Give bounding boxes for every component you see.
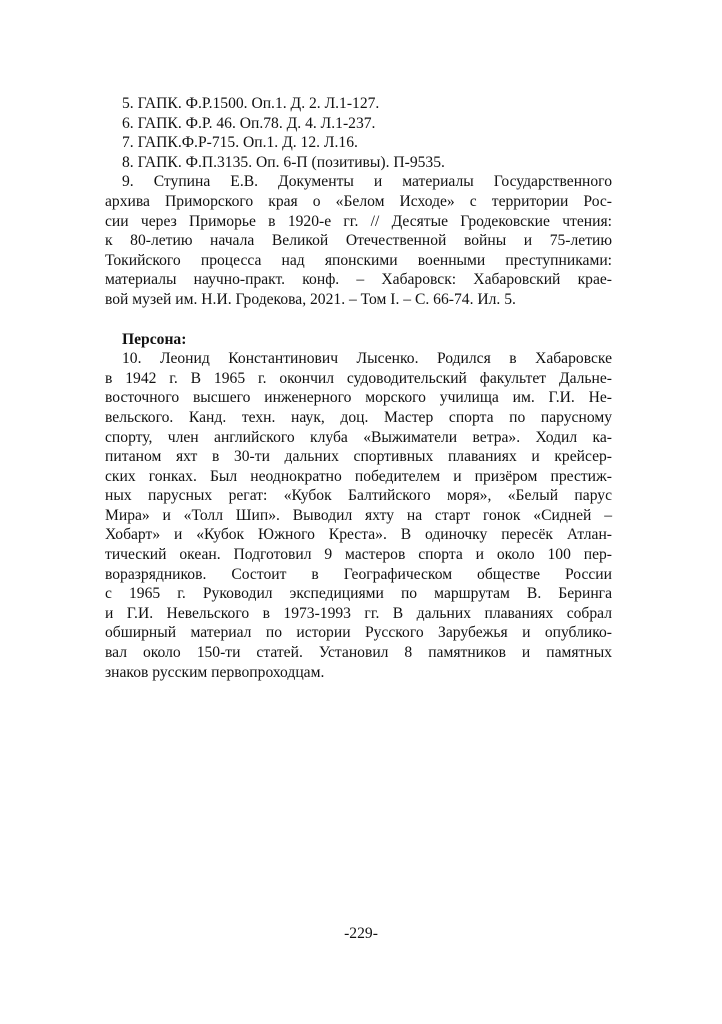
persona-line: ских гонках. Был неоднократно победителем и призёром престиж- — [105, 467, 612, 485]
reference-9-line: архива Приморского края о «Белом Исходе» с территории Рос- — [105, 192, 612, 210]
persona-section — [105, 330, 612, 683]
reference-9-line: к 80-летию начала Великой Отечественной войны и 75-летию — [105, 232, 612, 250]
persona-line: 10. Леонид Константинович Лысенко. Родился в Хабаровске — [122, 350, 612, 368]
reference-9-line: Токийского процесса над японскими военными преступниками: — [105, 251, 612, 269]
section-heading: Персона: — [122, 330, 187, 348]
reference-item-7: 7. ГАПК.Ф.Р-715. Оп.1. Д. 12. Л.16. — [122, 134, 358, 152]
reference-item-8: 8. ГАПК. Ф.П.3135. Оп. 6-П (позитивы). П-9535. — [122, 153, 445, 171]
persona-line: с 1965 г. Руководил экспедициями по маршрутам В. Беринга — [105, 585, 612, 603]
persona-line: вал около 150-ти статей. Установил 8 памятников и памятных — [105, 644, 612, 662]
persona-line: обширный материал по истории Русского Зарубежья и опублико- — [105, 624, 612, 642]
persona-line: в 1942 г. В 1965 г. окончил судоводительский факультет Дальне- — [105, 369, 612, 387]
persona-line: Хобарт» и «Кубок Южного Креста». В одиночку пересёк Атлан- — [105, 526, 612, 544]
persona-line: вельского. Канд. техн. наук, доц. Мастер спорта по парусному — [105, 408, 612, 426]
reference-item-9 — [105, 172, 612, 309]
persona-line: и Г.И. Невельского в 1973-1993 гг. В дальних плаваниях собрал — [105, 604, 612, 622]
page-number: -229- — [344, 925, 378, 942]
persona-line: ных парусных регат: «Кубок Балтийского моря», «Белый парус — [105, 487, 612, 505]
persona-line: знаков русским первопроходцам. — [105, 663, 325, 681]
page-body — [105, 94, 612, 682]
reference-9-line: 9. Ступина Е.В. Документы и материалы Государственного — [122, 173, 612, 191]
persona-paragraph — [105, 349, 612, 682]
reference-9-line: сии через Приморье в 1920-е гг. // Десятые Гродековские чтения: — [105, 212, 612, 230]
reference-item-5: 5. ГАПК. Ф.Р.1500. Оп.1. Д. 2. Л.1-127. — [122, 95, 380, 112]
persona-line: восточного высшего инженерного морского училища им. Г.И. Не- — [105, 389, 612, 407]
reference-item-6: 6. ГАПК. Ф.Р. 46. Оп.78. Д. 4. Л.1-237. — [122, 114, 376, 132]
reference-list — [105, 94, 612, 310]
persona-line: питаном яхт в 30-ти дальних спортивных плаваниях и крейсер- — [105, 448, 612, 466]
reference-9-line: вой музей им. Н.И. Гродекова, 2021. – Том I. – С. 66-74. Ил. 5. — [105, 290, 516, 308]
persona-line: воразрядников. Состоит в Географическом обществе России — [105, 565, 612, 583]
persona-line: тический океан. Подготовил 9 мастеров спорта и около 100 пер- — [105, 546, 612, 564]
reference-9-line: материалы научно-практ. конф. – Хабаровск: Хабаровский крае- — [105, 271, 612, 289]
persona-line: спорту, член английского клуба «Выжиматели ветра». Ходил ка- — [105, 428, 612, 446]
persona-line: Мира» и «Толл Шип». Выводил яхту на старт гонок «Сидней – — [105, 506, 612, 524]
